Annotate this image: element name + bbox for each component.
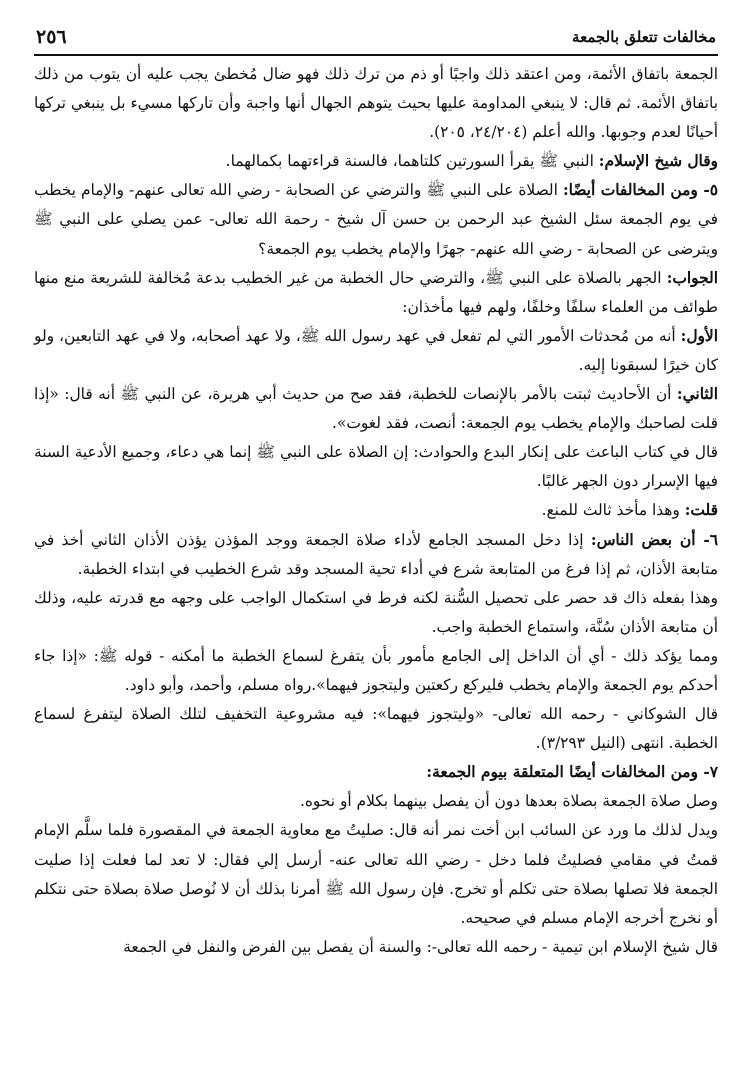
paragraph-5: الأول: أنه من مُحدثات الأمور التي لم تفعل في عهد رسول الله ﷺ، ولا عهد أصحابه، ولا في عهد التابعين، ولو كان خيرًا لسبقونا إليه. [34,326,718,374]
paragraph-lead: الجواب: [666,268,718,287]
header-title: مخالفات تتعلق بالجمعة [572,28,716,46]
paragraph-4: الجواب: الجهر بالصلاة على النبي ﷺ، والترضي حال الخطبة من غير الخطيب بدعة مُخالفة للشريعة منع منها طوائف من العلماء سلفًا وخلفًا، ولهم فيها مأخذان: [34,268,718,316]
paragraph-16: قال شيخ الإسلام ابن تيمية - رحمه الله تعالى-: والسنة أن يفصل بين الفرض والنفل في الجمعة [123,937,718,956]
paragraph-2: وقال شيخ الإسلام: النبي ﷺ يقرأ السورتين كلتاهما، فالسنة قراءتهما بكمالهما. [225,152,718,171]
paragraph-10: وهذا بفعله ذاك قد حصر على تحصيل السُّنة لكنه فرط في استكمال الواجب على وجهه مع قدرته عليه، وذلك أن متابعة الأذان سُنَّة، واستماع الخطبة واجب. [34,588,718,636]
paragraph-14: وصل صلاة الجمعة بصلاة بعدها دون أن يفصل بينهما بكلام أو نحوه. [299,792,718,811]
paragraph-6: الثاني: أن الأحاديث ثبتت بالأمر بالإنصات للخطبة، فقد صح من حديث أبي هريرة، عن النبي ﷺ أنه قال: «إذا قلت لصاحبك والإمام يخطب يوم الجمعة: أنصت، فقد لغوت». [34,385,718,433]
paragraph-3: ٥- ومن المخالفات أيضًا: الصلاة على النبي ﷺ والترضي عن الصحابة - رضي الله تعالى عنهم- والإمام يخطب في يوم الجمعة سئل الشيخ عبد الرحمن بن حسن آل شيخ - رحمة الله تعالى- عمن يصلي على النبي ﷺ ويترضى عن الصحابة - رضي الله عنهم- جهرًا والإمام يخطب يوم الجمعة؟ [34,181,718,258]
paragraph-lead: قلت: [684,501,718,520]
paragraph-lead: ٥- ومن المخالفات أيضًا: [562,181,718,200]
paragraph-lead: ٧- ومن المخالفات أيضًا المتعلقة بيوم الجمعة: [426,763,718,782]
paragraph-11: ومما يؤكد ذلك - أي أن الداخل إلى الجامع مأمور بأن يتفرغ لسماع الخطبة ما أمكنه - قوله ﷺ: «إذا جاء أحدكم يوم الجمعة والإمام يخطب فليركع ركعتين وليتجوز فيهما».رواه مسلم، وأحمد، وأبو داود. [34,646,718,694]
body-text [34,60,718,962]
paragraph-lead: وقال شيخ الإسلام: [598,152,718,171]
page-number: ٢٥٦ [36,26,67,48]
paragraph-7: قال في كتاب الباعث على إنكار البدع والحوادث: إن الصلاة على النبي ﷺ إنما هي دعاء، وجميع الأدعية السنة فيها الإسرار دون الجهر غالبًا. [34,443,718,491]
paragraph-12: قال الشوكاني - رحمه الله تعالى- «وليتجوز فيهما»: فيه مشروعية التخفيف لتلك الصلاة ليتفرغ لسماع الخطبة. انتهى (النيل ٣/٢٩٣). [34,705,718,753]
paragraph-1: الجمعة باتفاق الأئمة، ومن اعتقد ذلك واجبًا أو ذم من ترك ذلك فهو ضال مُخطئ يجب عليه أن يتوب من ذلك باتفاق الأئمة. ثم قال: لا ينبغي المداومة عليها بحيث يتوهم الجهال أنها واجبة وأن تاركها مسيء بل ينبغي تركها أحيانًا لعدم وجوبها. والله أعلم (٢٤/٢٠٤، ٢٠٥). [34,65,718,142]
paragraph-15: ويدل لذلك ما ورد عن السائب ابن أخت نمر أنه قال: صليتُ مع معاوية الجمعة في المقصورة فلما سلَّم الإمام قمتُ في مقامي فصليتُ فلما دخل - رضي الله تعالى عنه- أرسل إلي فقال: لا تعد لما فعلت إذا صليت الجمعة فلا تصلها بصلاة حتى تكلم أو تخرج. فإن رسول الله ﷺ أمرنا بذلك أن لا نُوصل صلاة بصلاة حتى نتكلم أو نخرج أخرجه الإمام مسلم في صحيحه. [34,821,718,927]
paragraph-lead: ٦- أن بعض الناس: [590,530,718,549]
paragraph-8: قلت: وهذا مأخذ ثالث للمنع. [541,501,718,520]
paragraph-lead: الأول: [680,326,718,345]
running-header [34,26,718,56]
paragraph-13 [34,758,718,787]
paragraph-lead: الثاني: [676,385,718,404]
paragraph-9: ٦- أن بعض الناس: إذا دخل المسجد الجامع لأداء صلاة الجمعة ووجد المؤذن يؤذن الأذان الثاني أخذ في متابعة الأذان، ثم إذا فرغ من المتابعة شرع في أداء تحية المسجد وقد شرع الخطيب في ابتداء الخطبة. [34,530,718,578]
